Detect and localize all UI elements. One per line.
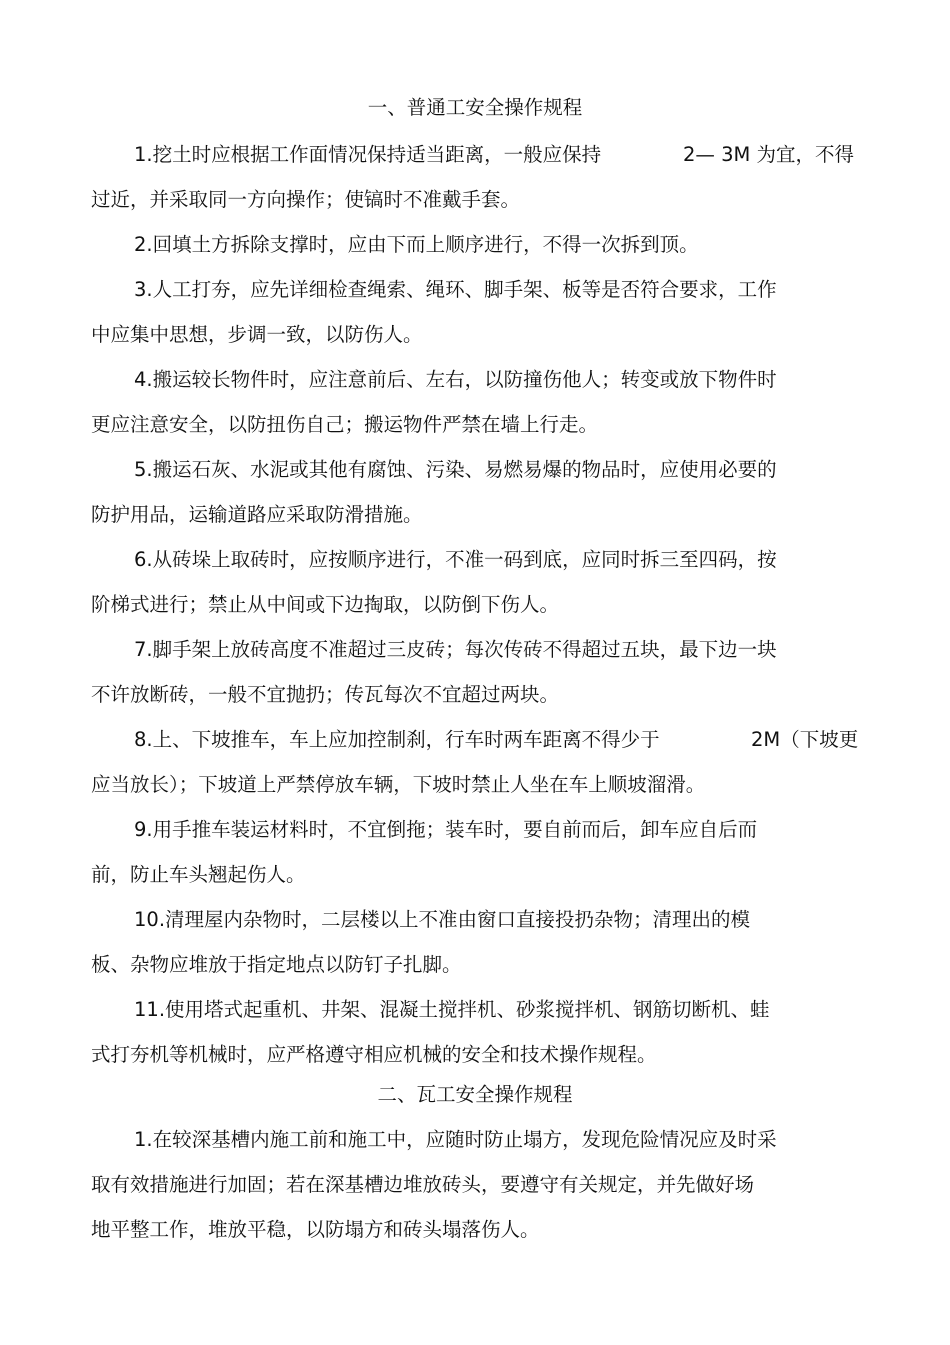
bricklayer-rule-1-line-1: 1.在较深基槽内施工前和施工中，应随时防止塌方，发现危险情况应及时采 [134,1128,777,1151]
rule-10-line-2: 板、杂物应堆放于指定地点以防钉子扎脚。 [91,953,462,976]
rule-3-line-1: 3.人工打夯，应先详细检查绳索、绳环、脚手架、板等是否符合要求，工作 [134,278,777,301]
rule-7-line-2: 不许放断砖，一般不宜抛扔；传瓦每次不宜超过两块。 [91,683,560,706]
rule-1-line-1: 1.挖土时应根据工作面情况保持适当距离，一般应保持 [134,143,602,166]
rule-6-line-1: 6.从砖垛上取砖时，应按顺序进行，不准一码到底，应同时拆三至四码，按 [134,548,777,571]
rule-10-line-1: 10.清理屋内杂物时，二层楼以上不准由窗口直接投扔杂物；清理出的模 [134,908,751,931]
rule-3-line-2: 中应集中思想，步调一致，以防伤人。 [91,323,423,346]
rule-5-line-2: 防护用品，运输道路应采取防滑措施。 [91,503,423,526]
rule-8-line-2: 应当放长）；下坡道上严禁停放车辆，下坡时禁止人坐在车上顺坡溜滑。 [91,773,706,796]
rule-1-line-2: 过近，并采取同一方向操作；使镐时不准戴手套。 [91,188,521,211]
section-heading-general-worker: 一、普通工安全操作规程 [367,96,583,119]
rule-7-line-1: 7.脚手架上放砖高度不准超过三皮砖；每次传砖不得超过五块，最下边一块 [134,638,777,661]
rule-4-line-1: 4.搬运较长物件时，应注意前后、左右，以防撞伤他人；转变或放下物件时 [134,368,777,391]
rule-5-line-1: 5.搬运石灰、水泥或其他有腐蚀、污染、易燃易爆的物品时，应使用必要的 [134,458,777,481]
rule-11-line-1: 11.使用塔式起重机、井架、混凝土搅拌机、砂浆搅拌机、钢筋切断机、蛙 [134,998,770,1021]
rule-6-line-2: 阶梯式进行；禁止从中间或下边掏取，以防倒下伤人。 [91,593,560,616]
rule-9-line-1: 9.用手推车装运材料时，不宜倒拖；装车时，要自前而后，卸车应自后而 [134,818,758,841]
rule-4-line-2: 更应注意安全，以防扭伤自己；搬运物件严禁在墙上行走。 [91,413,599,436]
rule-9-line-2: 前，防止车头翘起伤人。 [91,863,306,886]
bricklayer-rule-1-line-3: 地平整工作，堆放平稳，以防塌方和砖头塌落伤人。 [91,1218,540,1241]
rule-8-line-1-tail: 2M（下坡更 [751,728,859,751]
rule-2-line-1: 2.回填土方拆除支撑时，应由下而上顺序进行，不得一次拆到顶。 [134,233,699,256]
rule-11-line-2: 式打夯机等机械时，应严格遵守相应机械的安全和技术操作规程。 [91,1043,657,1066]
rule-8-line-1: 8.上、下坡推车，车上应加控制刹，行车时两车距离不得少于 [134,728,660,751]
section-heading-bricklayer: 二、瓦工安全操作规程 [377,1083,573,1106]
bricklayer-rule-1-line-2: 取有效措施进行加固；若在深基槽边堆放砖头，要遵守有关规定，并先做好场 [91,1173,755,1196]
rule-1-line-1-tail: 2— 3M 为宜，不得 [683,143,855,166]
